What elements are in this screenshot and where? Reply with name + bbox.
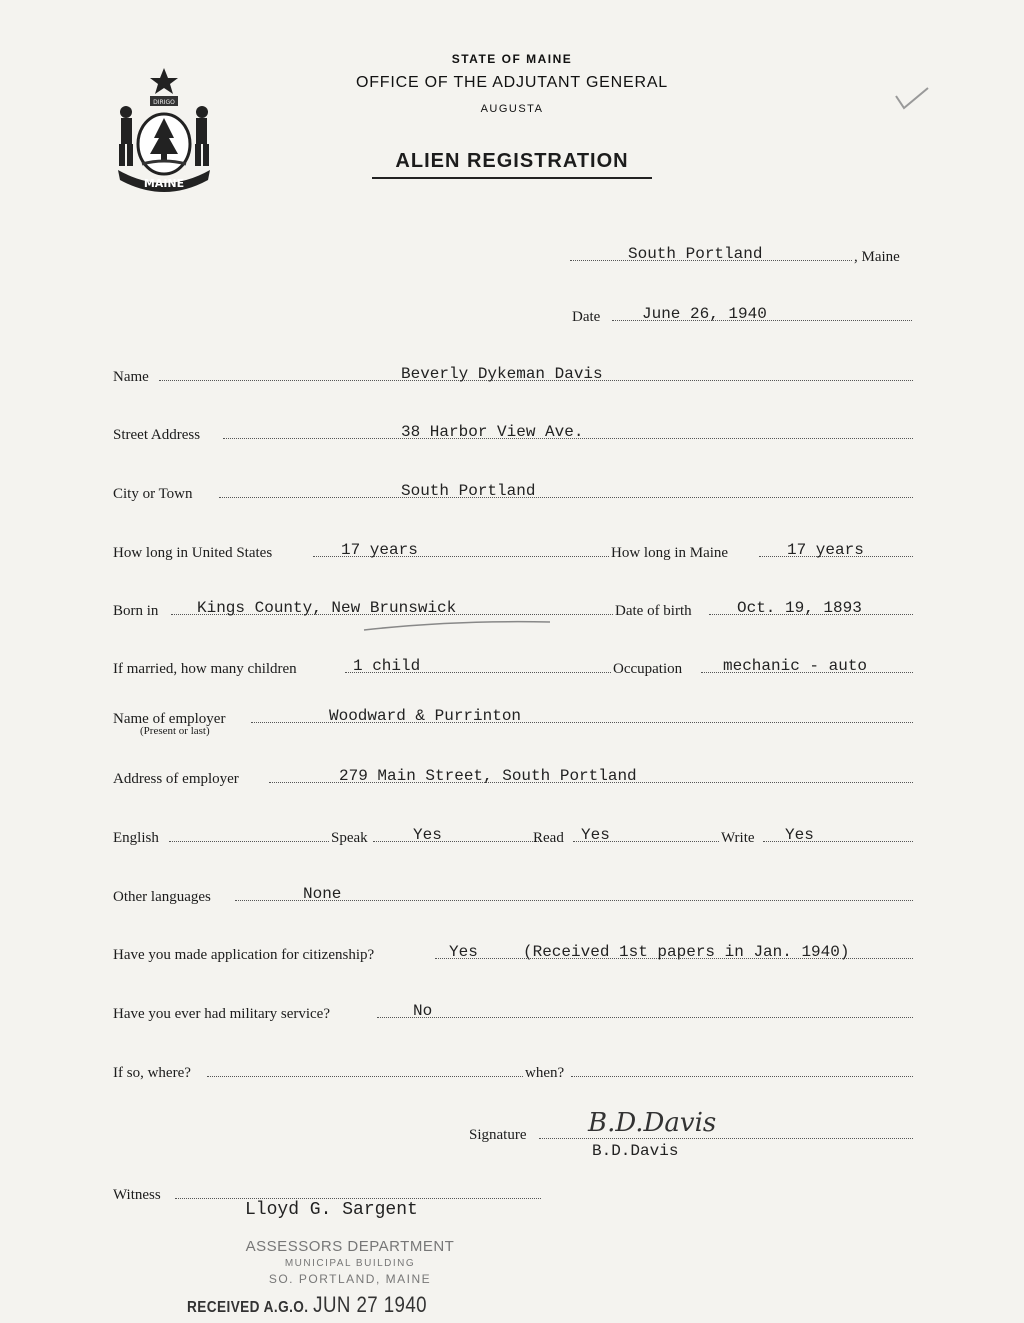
employer-sublabel: (Present or last)	[140, 725, 210, 737]
name-value: Beverly Dykeman Davis	[401, 365, 603, 383]
other-languages-label: Other languages	[113, 889, 211, 905]
write-label: Write	[721, 830, 755, 846]
citizenship-value: Yes	[449, 943, 478, 961]
dob-label: Date of birth	[615, 603, 692, 619]
employer-address-row	[113, 764, 913, 788]
employer-address-value: 279 Main Street, South Portland	[339, 767, 637, 785]
city-heading: AUGUSTA	[480, 103, 544, 115]
citizenship-label: Have you made application for citizenship?	[113, 947, 375, 963]
english-label: English	[113, 830, 159, 846]
place-value: South Portland	[628, 245, 763, 263]
family-occupation-row	[113, 654, 913, 678]
svg-text:MAINE: MAINE	[143, 177, 185, 190]
born-value: Kings County, New Brunswick	[197, 599, 457, 617]
where-label: If so, where?	[113, 1065, 191, 1081]
name-label: Name	[113, 369, 149, 385]
when-label: when?	[525, 1065, 565, 1081]
citizenship-row	[113, 940, 943, 964]
typed-signature: B.D.Davis	[592, 1142, 679, 1160]
street-value: 38 Harbor View Ave.	[401, 423, 584, 441]
military-label: Have you ever had military service?	[113, 1006, 330, 1022]
city-value: South Portland	[401, 482, 536, 500]
place-row	[570, 242, 920, 266]
received-stamp	[187, 1292, 427, 1318]
svg-text:DIRIGO: DIRIGO	[153, 99, 175, 106]
read-value: Yes	[581, 826, 610, 844]
citizenship-note: (Received 1st papers in Jan. 1940)	[523, 943, 850, 961]
date-row	[572, 302, 914, 326]
read-label: Read	[533, 830, 564, 846]
occupation-value: mechanic - auto	[723, 657, 868, 675]
employer-label: Name of employer	[113, 711, 226, 727]
stamp-building: MUNICIPAL BUILDING	[284, 1258, 416, 1269]
pencil-underline-mark	[362, 618, 552, 632]
employer-row	[113, 704, 913, 728]
birth-row	[113, 596, 913, 620]
other-languages-row	[113, 882, 913, 906]
employer-value: Woodward & Purrinton	[329, 707, 522, 725]
checkmark-icon	[892, 84, 932, 114]
employer-address-label: Address of employer	[113, 771, 239, 787]
place-suffix: , Maine	[854, 249, 900, 265]
form-title: ALIEN REGISTRATION	[372, 150, 652, 179]
dob-value: Oct. 19, 1893	[737, 599, 862, 617]
name-row	[113, 362, 913, 386]
born-label: Born in	[113, 603, 159, 619]
witness-label: Witness	[113, 1187, 161, 1203]
other-languages-value: None	[303, 885, 342, 903]
occupation-label: Occupation	[613, 661, 683, 677]
handwritten-signature: B.D.Davis	[588, 1108, 717, 1138]
us-label: How long in United States	[113, 545, 273, 561]
city-label: City or Town	[113, 486, 193, 502]
stamp-location: SO. PORTLAND, MAINE	[268, 1272, 432, 1286]
received-label: RECEIVED A.G.O.	[187, 1299, 309, 1316]
street-label: Street Address	[113, 427, 201, 443]
street-row	[113, 420, 913, 444]
witness-name: Lloyd G. Sargent	[245, 1200, 418, 1220]
speak-label: Speak	[331, 830, 368, 846]
stamp-department: ASSESSORS DEPARTMENT	[245, 1238, 455, 1255]
maine-label: How long in Maine	[611, 545, 729, 561]
state-heading: STATE OF MAINE	[451, 52, 573, 66]
date-value: June 26, 1940	[642, 305, 767, 323]
where-when-row	[113, 1058, 913, 1082]
speak-value: Yes	[413, 826, 442, 844]
city-row	[113, 479, 913, 503]
received-date: JUN 27 1940	[313, 1292, 428, 1317]
write-value: Yes	[785, 826, 814, 844]
date-label: Date	[572, 309, 601, 325]
english-row	[113, 823, 913, 847]
military-row	[113, 999, 913, 1023]
office-heading: OFFICE OF THE ADJUTANT GENERAL	[355, 74, 669, 91]
maine-value: 17 years	[787, 541, 864, 559]
military-value: No	[413, 1002, 433, 1020]
children-label: If married, how many children	[113, 661, 297, 677]
residence-duration-row	[113, 538, 913, 562]
us-value: 17 years	[341, 541, 418, 559]
signature-label: Signature	[469, 1127, 527, 1143]
children-value: 1 child	[353, 657, 421, 675]
